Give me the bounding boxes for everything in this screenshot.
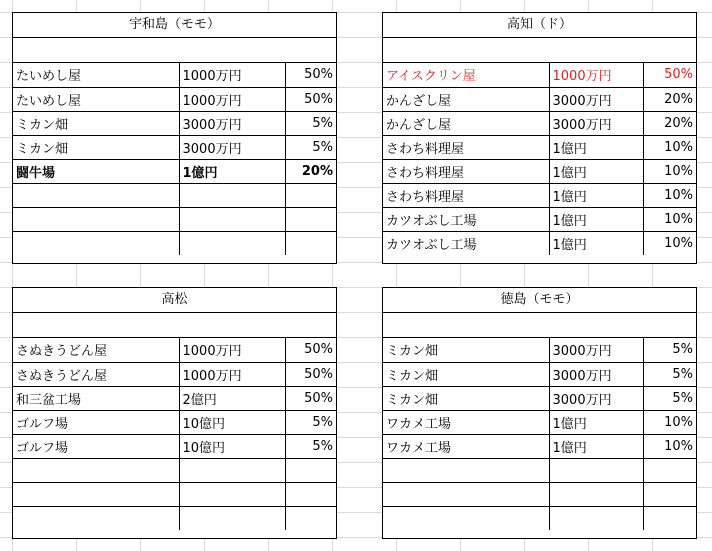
- rate-cell[interactable]: [285, 183, 336, 207]
- shop-name-cell[interactable]: [13, 183, 179, 207]
- price-cell[interactable]: 1000万円: [179, 87, 285, 111]
- price-cell[interactable]: 3000万円: [549, 338, 643, 362]
- price-cell[interactable]: 1億円: [549, 159, 643, 183]
- shop-name-cell[interactable]: ミカン畑: [383, 362, 549, 386]
- price-cell[interactable]: 3000万円: [179, 111, 285, 135]
- rate-cell[interactable]: [643, 506, 696, 530]
- price-cell[interactable]: [549, 458, 643, 482]
- rate-cell[interactable]: [285, 458, 336, 482]
- shop-name-cell[interactable]: [13, 506, 179, 530]
- rate-cell[interactable]: 20%: [643, 111, 696, 135]
- table-row: [383, 231, 696, 255]
- city-table-uwajima: [12, 12, 337, 264]
- rate-cell[interactable]: 5%: [285, 434, 336, 458]
- table-row: [383, 458, 696, 482]
- shop-name-cell[interactable]: カツオぶし工場: [383, 231, 549, 255]
- shop-name-cell[interactable]: さぬきうどん屋: [13, 362, 179, 386]
- price-cell[interactable]: 1億円: [179, 159, 285, 183]
- price-cell[interactable]: [549, 482, 643, 506]
- blank-row[interactable]: [383, 38, 696, 63]
- shop-name-cell[interactable]: [383, 506, 549, 530]
- rate-cell[interactable]: 5%: [643, 386, 696, 410]
- table-row: [383, 207, 696, 231]
- shop-name-cell[interactable]: たいめし屋: [13, 63, 179, 87]
- shop-name-cell[interactable]: ミカン畑: [383, 338, 549, 362]
- price-cell[interactable]: 1000万円: [179, 63, 285, 87]
- price-cell[interactable]: 1億円: [549, 135, 643, 159]
- shop-name-cell[interactable]: かんざし屋: [383, 87, 549, 111]
- table-row: [383, 111, 696, 135]
- table-row: [13, 386, 336, 410]
- rate-cell[interactable]: [285, 506, 336, 530]
- rate-cell[interactable]: 10%: [643, 207, 696, 231]
- price-cell[interactable]: [179, 482, 285, 506]
- shop-name-cell[interactable]: [383, 482, 549, 506]
- city-title[interactable]: 宇和島（モモ）: [13, 13, 336, 38]
- table-row: [13, 506, 336, 530]
- price-cell[interactable]: 1000万円: [179, 362, 285, 386]
- price-cell[interactable]: 3000万円: [549, 111, 643, 135]
- rate-cell[interactable]: 50%: [285, 362, 336, 386]
- rate-cell[interactable]: 10%: [664, 235, 693, 251]
- rate-cell[interactable]: 50%: [285, 87, 336, 111]
- shop-name-cell[interactable]: 和三盆工場: [13, 386, 179, 410]
- table-row: [13, 135, 336, 159]
- rate-cell[interactable]: 10%: [643, 434, 696, 458]
- shop-name-cell[interactable]: [13, 458, 179, 482]
- table-row: [383, 135, 696, 159]
- rate-cell[interactable]: 5%: [643, 362, 696, 386]
- table-row: [383, 506, 696, 530]
- shop-name-cell[interactable]: [13, 482, 179, 506]
- price-cell[interactable]: 10億円: [179, 410, 285, 434]
- shop-name-cell[interactable]: [13, 207, 179, 231]
- rate-cell[interactable]: 10%: [643, 135, 696, 159]
- price-cell[interactable]: [179, 506, 285, 530]
- shop-name-cell[interactable]: ゴルフ場: [13, 410, 179, 434]
- shop-name-cell[interactable]: たいめし屋: [13, 87, 179, 111]
- city-title[interactable]: 高知（ド）: [383, 13, 696, 38]
- price-cell[interactable]: 3000万円: [549, 362, 643, 386]
- table-row: [13, 362, 336, 386]
- shop-name-cell[interactable]: アイスクリン屋: [383, 63, 549, 87]
- rate-cell[interactable]: [285, 231, 336, 255]
- price-cell[interactable]: [179, 231, 285, 255]
- table-row: [383, 338, 696, 362]
- shop-name-cell[interactable]: [13, 231, 179, 255]
- price-cell[interactable]: [549, 506, 643, 530]
- rate-cell[interactable]: 50%: [285, 338, 336, 362]
- table-row: [13, 231, 336, 255]
- table-row: [13, 434, 336, 458]
- shop-name-cell[interactable]: カツオぶし工場: [383, 207, 549, 231]
- table-row: [13, 87, 336, 111]
- shop-name-cell[interactable]: かんざし屋: [383, 111, 549, 135]
- city-table-kochi: [382, 12, 697, 264]
- rate-cell[interactable]: 5%: [643, 338, 696, 362]
- blank-row[interactable]: [383, 313, 696, 338]
- rate-cell[interactable]: [643, 458, 696, 482]
- price-cell[interactable]: 1億円: [549, 183, 643, 207]
- shop-name-cell[interactable]: ワカメ工場: [383, 434, 549, 458]
- city-title[interactable]: 高松: [13, 288, 336, 313]
- price-cell[interactable]: 10億円: [179, 434, 285, 458]
- table-row: [383, 183, 696, 207]
- table-row: [383, 87, 696, 111]
- price-cell[interactable]: 1億円: [549, 434, 643, 458]
- rate-cell[interactable]: 10%: [643, 159, 696, 183]
- table-row: [13, 111, 336, 135]
- price-cell[interactable]: [179, 183, 285, 207]
- shop-name-cell[interactable]: さわち料理屋: [383, 159, 549, 183]
- shop-name-cell[interactable]: ミカン畑: [13, 111, 179, 135]
- table-row: [383, 410, 696, 434]
- price-cell[interactable]: 1000万円: [179, 338, 285, 362]
- rate-cell[interactable]: 20%: [285, 159, 336, 183]
- price-cell[interactable]: 3000万円: [179, 135, 285, 159]
- rate-cell[interactable]: 10%: [643, 183, 696, 207]
- price-cell[interactable]: 1億円: [549, 207, 643, 231]
- table-row: [383, 159, 696, 183]
- shop-name-cell[interactable]: さわち料理屋: [383, 135, 549, 159]
- rate-cell[interactable]: 5%: [285, 135, 336, 159]
- rate-cell[interactable]: 50%: [643, 63, 696, 87]
- shop-name-cell[interactable]: ミカン畑: [13, 135, 179, 159]
- table-row: [383, 63, 696, 87]
- city-title[interactable]: 徳島（モモ）: [383, 288, 696, 313]
- city-table-tokushima: [382, 287, 697, 539]
- rate-cell[interactable]: [643, 482, 696, 506]
- city-table-takamatsu: [12, 287, 337, 539]
- table-row: [383, 482, 696, 506]
- price-cell[interactable]: [179, 458, 285, 482]
- table-row: [13, 159, 336, 183]
- price-cell[interactable]: [179, 207, 285, 231]
- table-row: [383, 362, 696, 386]
- shop-name-cell[interactable]: 闘牛場: [13, 159, 179, 183]
- table-row: [383, 434, 696, 458]
- shop-name-cell[interactable]: ゴルフ場: [13, 434, 179, 458]
- rate-cell[interactable]: 50%: [285, 63, 336, 87]
- rate-cell[interactable]: 10%: [643, 410, 696, 434]
- rate-cell[interactable]: 20%: [643, 87, 696, 111]
- price-cell[interactable]: 3000万円: [549, 386, 643, 410]
- table-row: [13, 63, 336, 87]
- shop-name-cell[interactable]: さぬきうどん屋: [13, 338, 179, 362]
- price-cell[interactable]: 1000万円: [549, 63, 643, 87]
- rate-cell[interactable]: 50%: [285, 386, 336, 410]
- price-cell[interactable]: 1億円: [549, 231, 643, 255]
- blank-row[interactable]: [13, 313, 336, 338]
- table-row: [13, 207, 336, 231]
- rate-cell[interactable]: [285, 207, 336, 231]
- rate-cell[interactable]: 5%: [285, 111, 336, 135]
- table-row: [13, 410, 336, 434]
- price-cell[interactable]: 3000万円: [549, 87, 643, 111]
- price-cell[interactable]: 1億円: [549, 410, 643, 434]
- table-row: [13, 338, 336, 362]
- shop-name-cell[interactable]: さわち料理屋: [383, 183, 549, 207]
- price-cell[interactable]: 2億円: [179, 386, 285, 410]
- table-row: [13, 482, 336, 506]
- blank-row[interactable]: [13, 38, 336, 63]
- rate-cell[interactable]: [285, 482, 336, 506]
- table-row: [13, 183, 336, 207]
- table-row: [13, 458, 336, 482]
- shop-name-cell[interactable]: ミカン畑: [383, 386, 549, 410]
- shop-name-cell[interactable]: [383, 458, 549, 482]
- shop-name-cell[interactable]: ワカメ工場: [383, 410, 549, 434]
- table-row: [383, 386, 696, 410]
- rate-cell[interactable]: 5%: [285, 410, 336, 434]
